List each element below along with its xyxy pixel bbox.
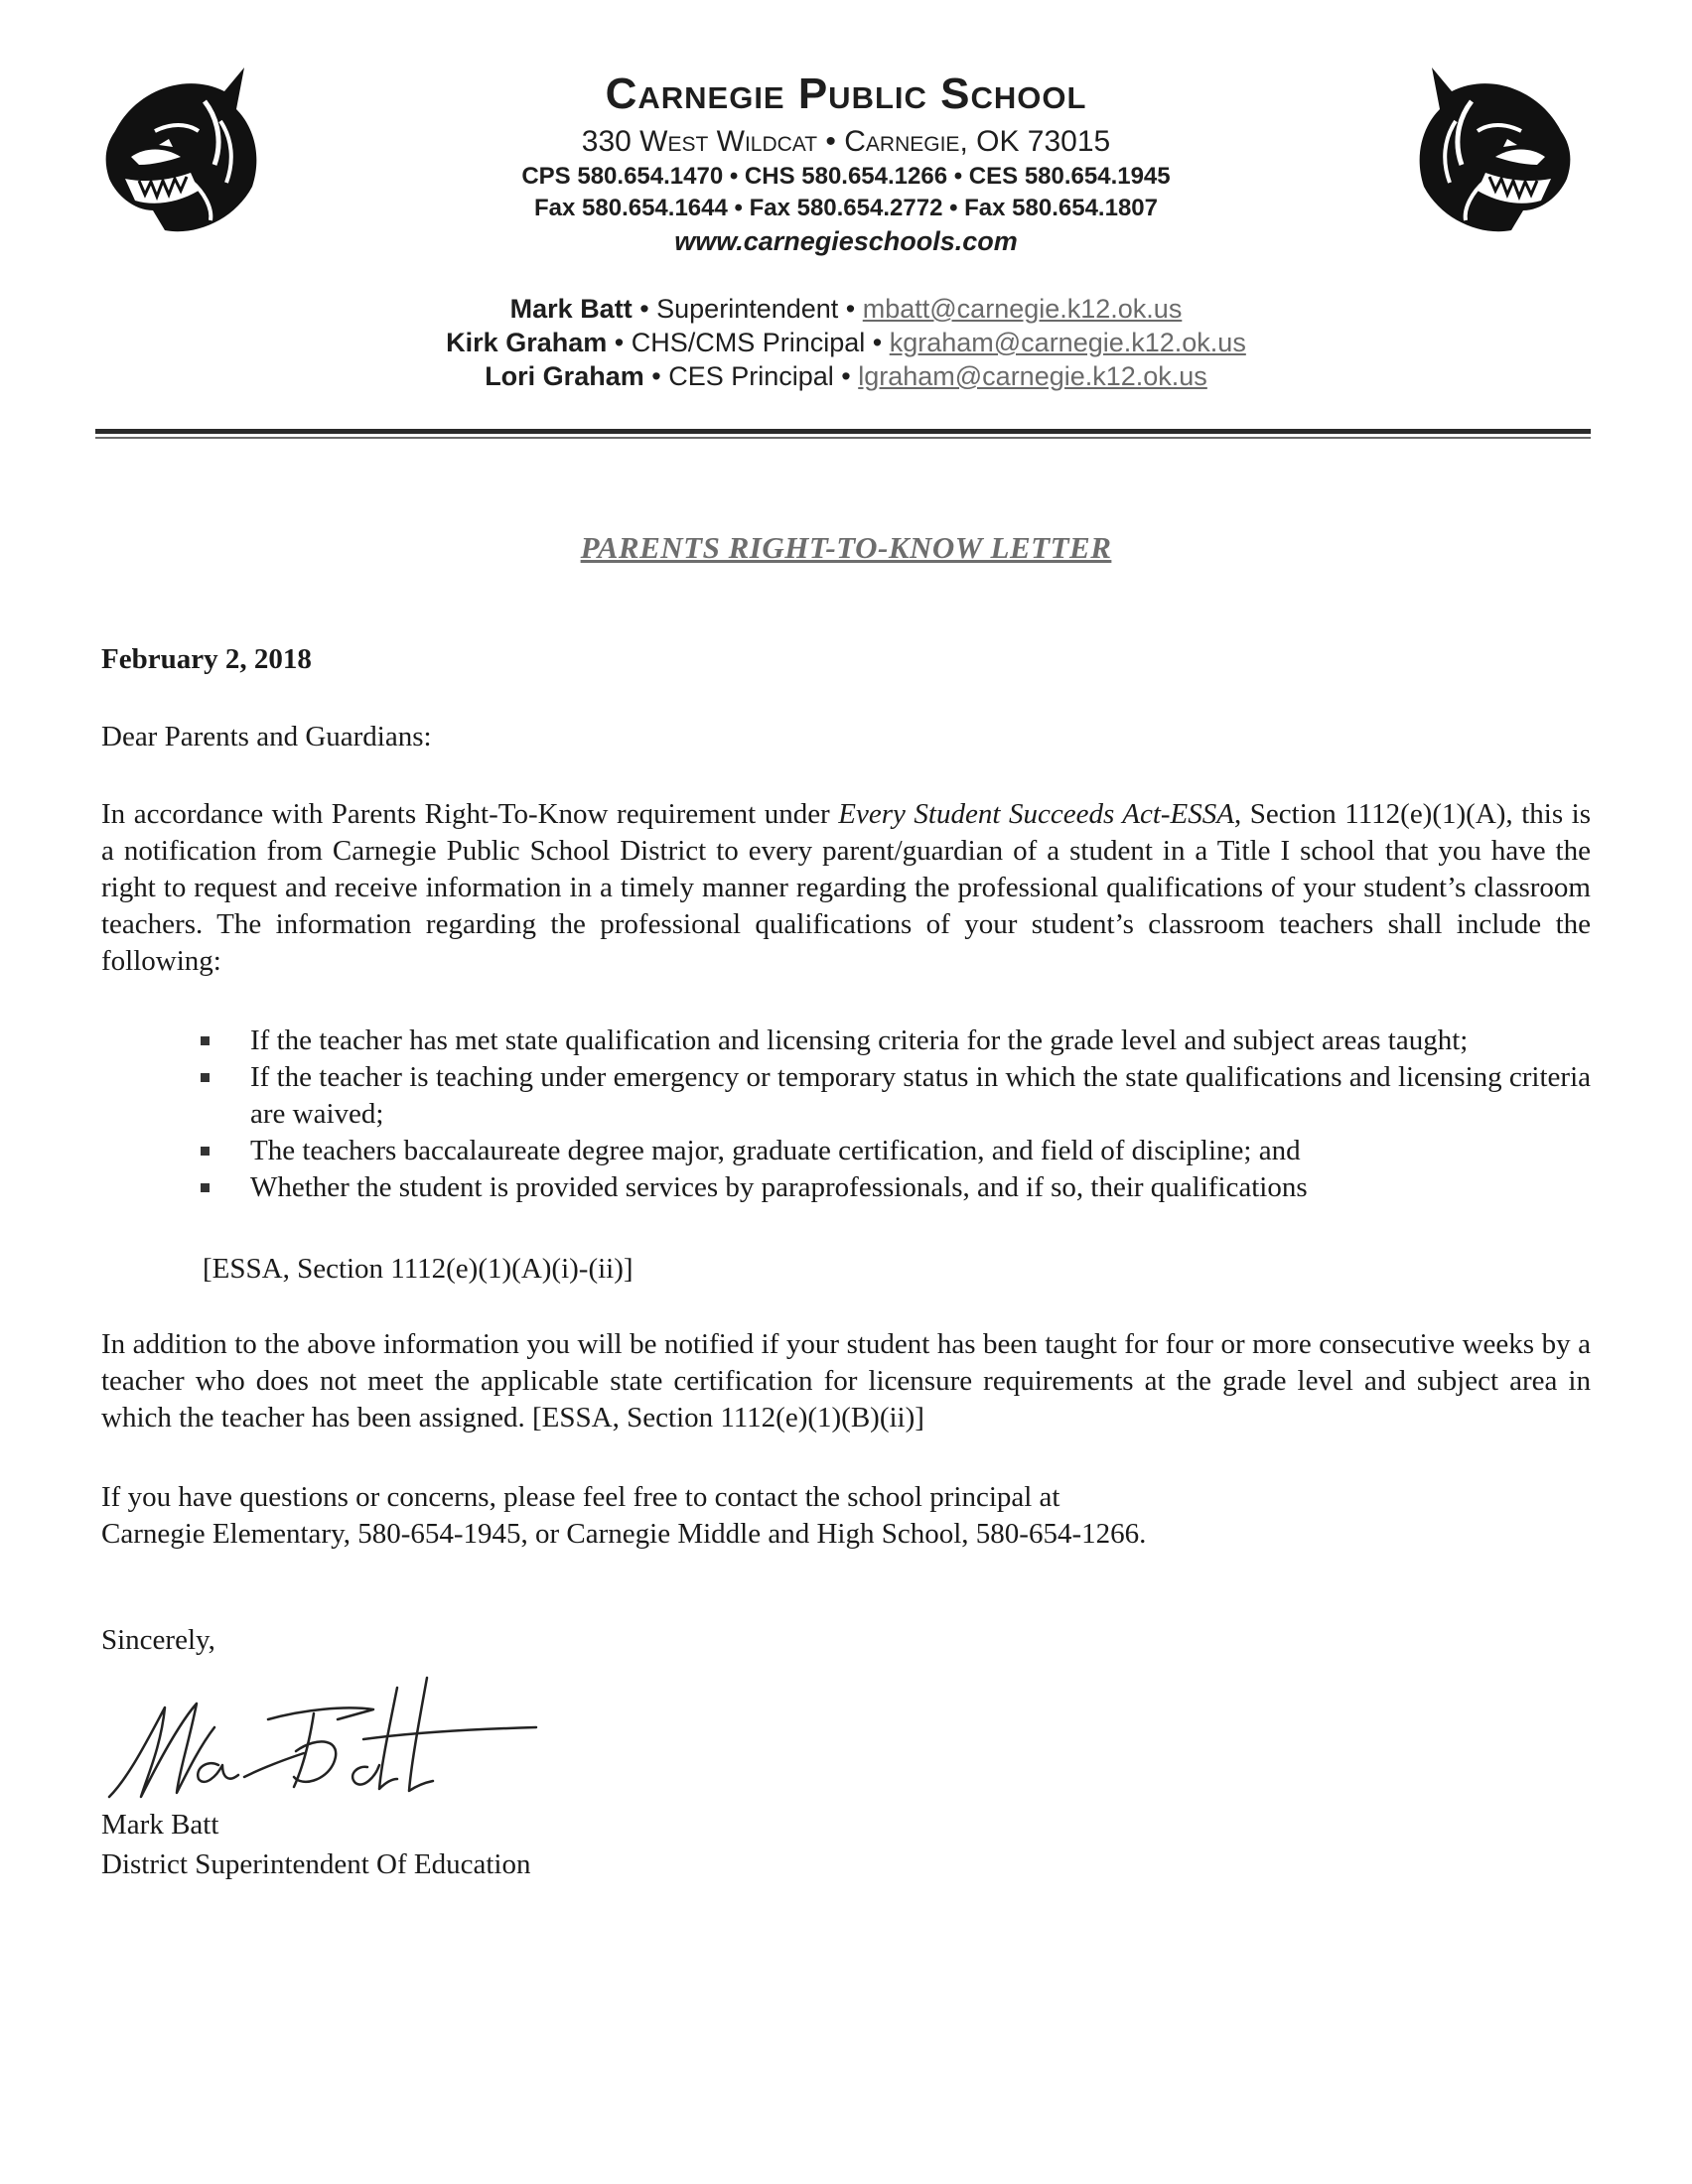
letter-title: PARENTS RIGHT-TO-KNOW LETTER (580, 530, 1112, 565)
notification-paragraph: In addition to the above information you will be notified if your student has been taught for four or more consecutive weeks by a teacher who does not meet the applicable state certification for licensure requirements at the grade level and subject area in which the teacher has been assigned. [ESSA, Section 1112(e)(1)(B)(ii)] (101, 1328, 1591, 1433)
staff-role: • CES Principal • (643, 361, 859, 391)
staff-email-link[interactable]: mbatt@carnegie.k12.ok.us (862, 294, 1183, 324)
staff-email-link[interactable]: kgraham@carnegie.k12.ok.us (889, 328, 1246, 357)
school-address: 330 West Wildcat • Carnegie, OK 73015 (581, 125, 1111, 158)
staff-line (298, 361, 1394, 392)
intro-paragraph (101, 796, 1591, 980)
greeting: Dear Parents and Guardians: (101, 721, 432, 752)
letter-date: February 2, 2018 (101, 643, 312, 675)
essa-citation: [ESSA, Section 1112(e)(1)(A)(i)-(ii)] (203, 1253, 634, 1285)
qualification-list (201, 1023, 1591, 1206)
bullet-icon (201, 1073, 210, 1082)
staff-role: • Superintendent • (632, 294, 863, 324)
contact-line: Carnegie Elementary, 580-654-1945, or Carnegie Middle and High School, 580-654-1266. (101, 1518, 1147, 1550)
act-name: Every Student Succeeds Act-ESSA (838, 798, 1234, 830)
signer-title: District Superintendent Of Education (101, 1848, 531, 1880)
list-item (201, 1059, 1591, 1133)
staff-line (298, 294, 1394, 325)
school-name: Carnegie Public School (605, 69, 1087, 118)
staff-role: • CHS/CMS Principal • (607, 328, 890, 357)
list-item-text: If the teacher is teaching under emergency or temporary status in which the state qualifications and licensing criteria are waived; (250, 1061, 1591, 1130)
staff-name: Lori Graham (485, 361, 644, 391)
staff-line (298, 328, 1394, 358)
list-item-text: If the teacher has met state qualification and licensing criteria for the grade level and subject areas taught; (250, 1024, 1469, 1056)
staff-email-link[interactable]: lgraham@carnegie.k12.ok.us (858, 361, 1207, 391)
bullet-icon (201, 1147, 210, 1156)
wildcat-logo-icon (1412, 62, 1581, 240)
bullet-icon (201, 1036, 210, 1045)
list-item (201, 1023, 1591, 1059)
list-item-text: The teachers baccalaureate degree major, graduate certification, and field of discipline; and (250, 1135, 1301, 1166)
list-item (201, 1133, 1591, 1169)
staff-name: Kirk Graham (446, 328, 608, 357)
bullet-icon (201, 1183, 210, 1192)
list-item (201, 1169, 1591, 1206)
wildcat-logo-icon (95, 62, 264, 240)
phone-numbers: CPS 580.654.1470 • CHS 580.654.1266 • CES 580.654.1945 (521, 163, 1171, 190)
contact-line: If you have questions or concerns, please feel free to contact the school principal at (101, 1481, 1060, 1513)
fax-numbers: Fax 580.654.1644 • Fax 580.654.2772 • Fax 580.654.1807 (534, 195, 1158, 221)
intro-text-continued: , Section 1112(e)(1)(A), this is a notification from Carnegie Public School District to every parent/guardian of a student in a Title I school that you have the right to request and receive information in a timely manner regarding the professional qualifications of your student’s classroom teachers. The information regarding the professional qualifications of your student’s classroom teachers shall include the following: (101, 798, 1591, 977)
header-divider-thin (95, 437, 1591, 439)
header-divider (95, 429, 1591, 434)
signer-name: Mark Batt (101, 1809, 219, 1841)
website-link[interactable]: www.carnegieschools.com (674, 226, 1018, 256)
intro-text: In accordance with Parents Right-To-Know requirement under (101, 798, 839, 830)
contact-paragraph (101, 1479, 1591, 1553)
list-item-text: Whether the student is provided services by paraprofessionals, and if so, their qualifications (250, 1171, 1308, 1203)
staff-name: Mark Batt (509, 294, 633, 324)
closing: Sincerely, (101, 1624, 215, 1656)
